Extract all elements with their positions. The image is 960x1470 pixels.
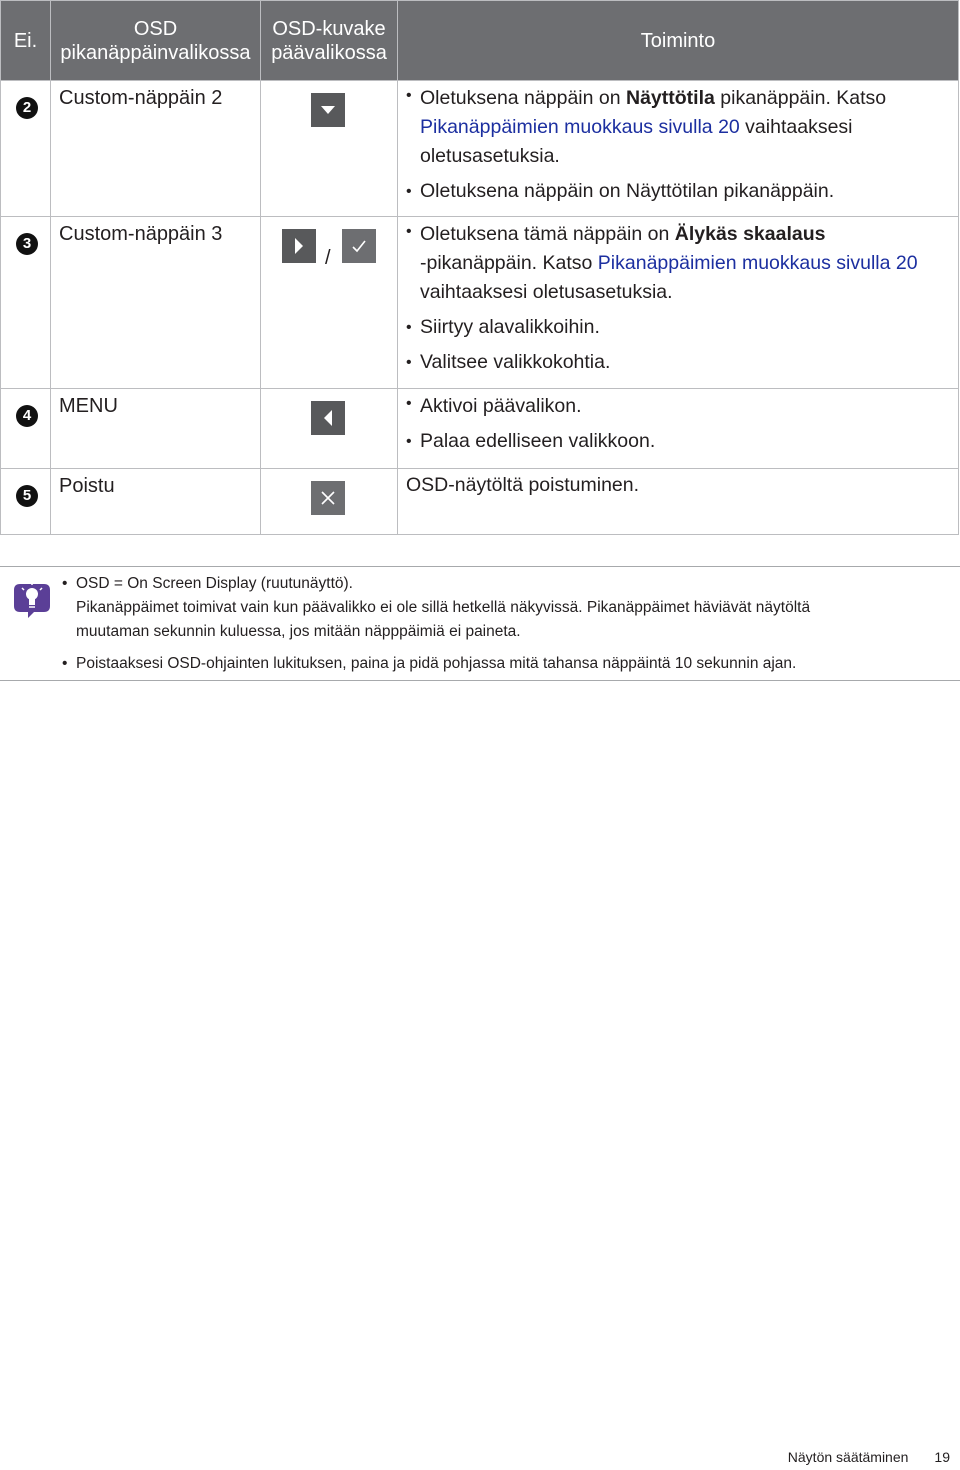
down-arrow-icon [311,93,345,127]
header-osd-hotkey: OSD pikanäppäinvalikossa [51,1,261,81]
list-item: • Poistaaksesi OSD-ohjainten lukituksen, paina ja pidä pohjassa mitä tahansa näppäintä 10 sekunnin ajan. [60,652,950,676]
key-name-cell [51,81,261,217]
page-number: 19 [934,1449,950,1465]
key-name: Custom-näppäin 3 [59,223,223,245]
note-list [60,572,950,676]
table-row [1,469,959,535]
list-item: • Palaa edelliseen valikkoon. [398,427,958,456]
row-number-cell [1,469,51,535]
list-item: • Oletuksena näppäin on Näyttötila pikanäppäin. Katso Pikanäppäimien muokkaus sivulla 20 vaihtaaksesi oletusasetuksia. [398,81,958,171]
icon-cell [261,217,398,389]
key-name-cell [51,469,261,535]
list-item: • Aktivoi päävalikon. [398,389,958,421]
list-item: • Siirtyy alavalikkoihin. [398,313,958,342]
key-name-cell [51,389,261,469]
key-name: Custom-näppäin 2 [59,87,223,109]
icon-cell [261,389,398,469]
list-item: • Oletuksena näppäin on Näyttötilan pikanäppäin. [398,177,958,206]
number-badge: 5 [16,485,38,507]
key-name: MENU [59,395,118,417]
number-badge: 4 [16,405,38,427]
list-item: • Oletuksena tämä näppäin on Älykäs skaalaus -pikanäppäin. Katso Pikanäppäimien muokkaus sivulla 20 vaihtaaksesi oletusasetuksia. [398,217,958,307]
function-cell [398,217,959,389]
list-item: • OSD = On Screen Display (ruutunäyttö). Pikanäppäimet toimivat vain kun päävalikko ei ole sillä hetkellä näkyvissä. Pikanäppäimet häviävät näytöltä muutaman sekunnin kuluessa, jos mitään näpppäimiä ei paineta. [60,572,950,644]
link-shortcut-editing[interactable]: Pikanäppäimien muokkaus sivulla 20 [420,116,740,138]
table-row [1,217,959,389]
table-row [1,389,959,469]
left-arrow-icon [311,401,345,435]
link-shortcut-editing[interactable]: Pikanäppäimien muokkaus sivulla 20 [597,252,918,274]
header-no: Ei. [1,1,51,81]
lightbulb-icon [10,578,54,622]
list-item: • Valitsee valikkokohtia. [398,348,958,377]
checkmark-icon [342,229,376,263]
key-name-cell [51,217,261,389]
row-number-cell [1,389,51,469]
function-cell [398,469,959,535]
header-osd-icon: OSD-kuvake päävalikossa [261,1,398,81]
header-function: Toiminto [398,1,959,81]
table-row [1,81,959,217]
function-cell [398,389,959,469]
function-cell [398,81,959,217]
page-footer [788,1449,950,1465]
row-number-cell [1,81,51,217]
icon-separator: / [325,247,331,269]
footer-section: Näytön säätäminen [787,1449,909,1465]
number-badge: 2 [16,97,38,119]
row-number-cell [1,217,51,389]
icon-cell [261,469,398,535]
key-name: Poistu [59,475,115,497]
number-badge: 3 [16,233,38,255]
icon-cell [261,81,398,217]
close-x-icon [311,481,345,515]
table-header-row [1,1,959,81]
function-text: OSD-näytöltä poistuminen. [406,474,640,496]
right-arrow-icon [282,229,316,263]
osd-keys-table [0,0,959,535]
